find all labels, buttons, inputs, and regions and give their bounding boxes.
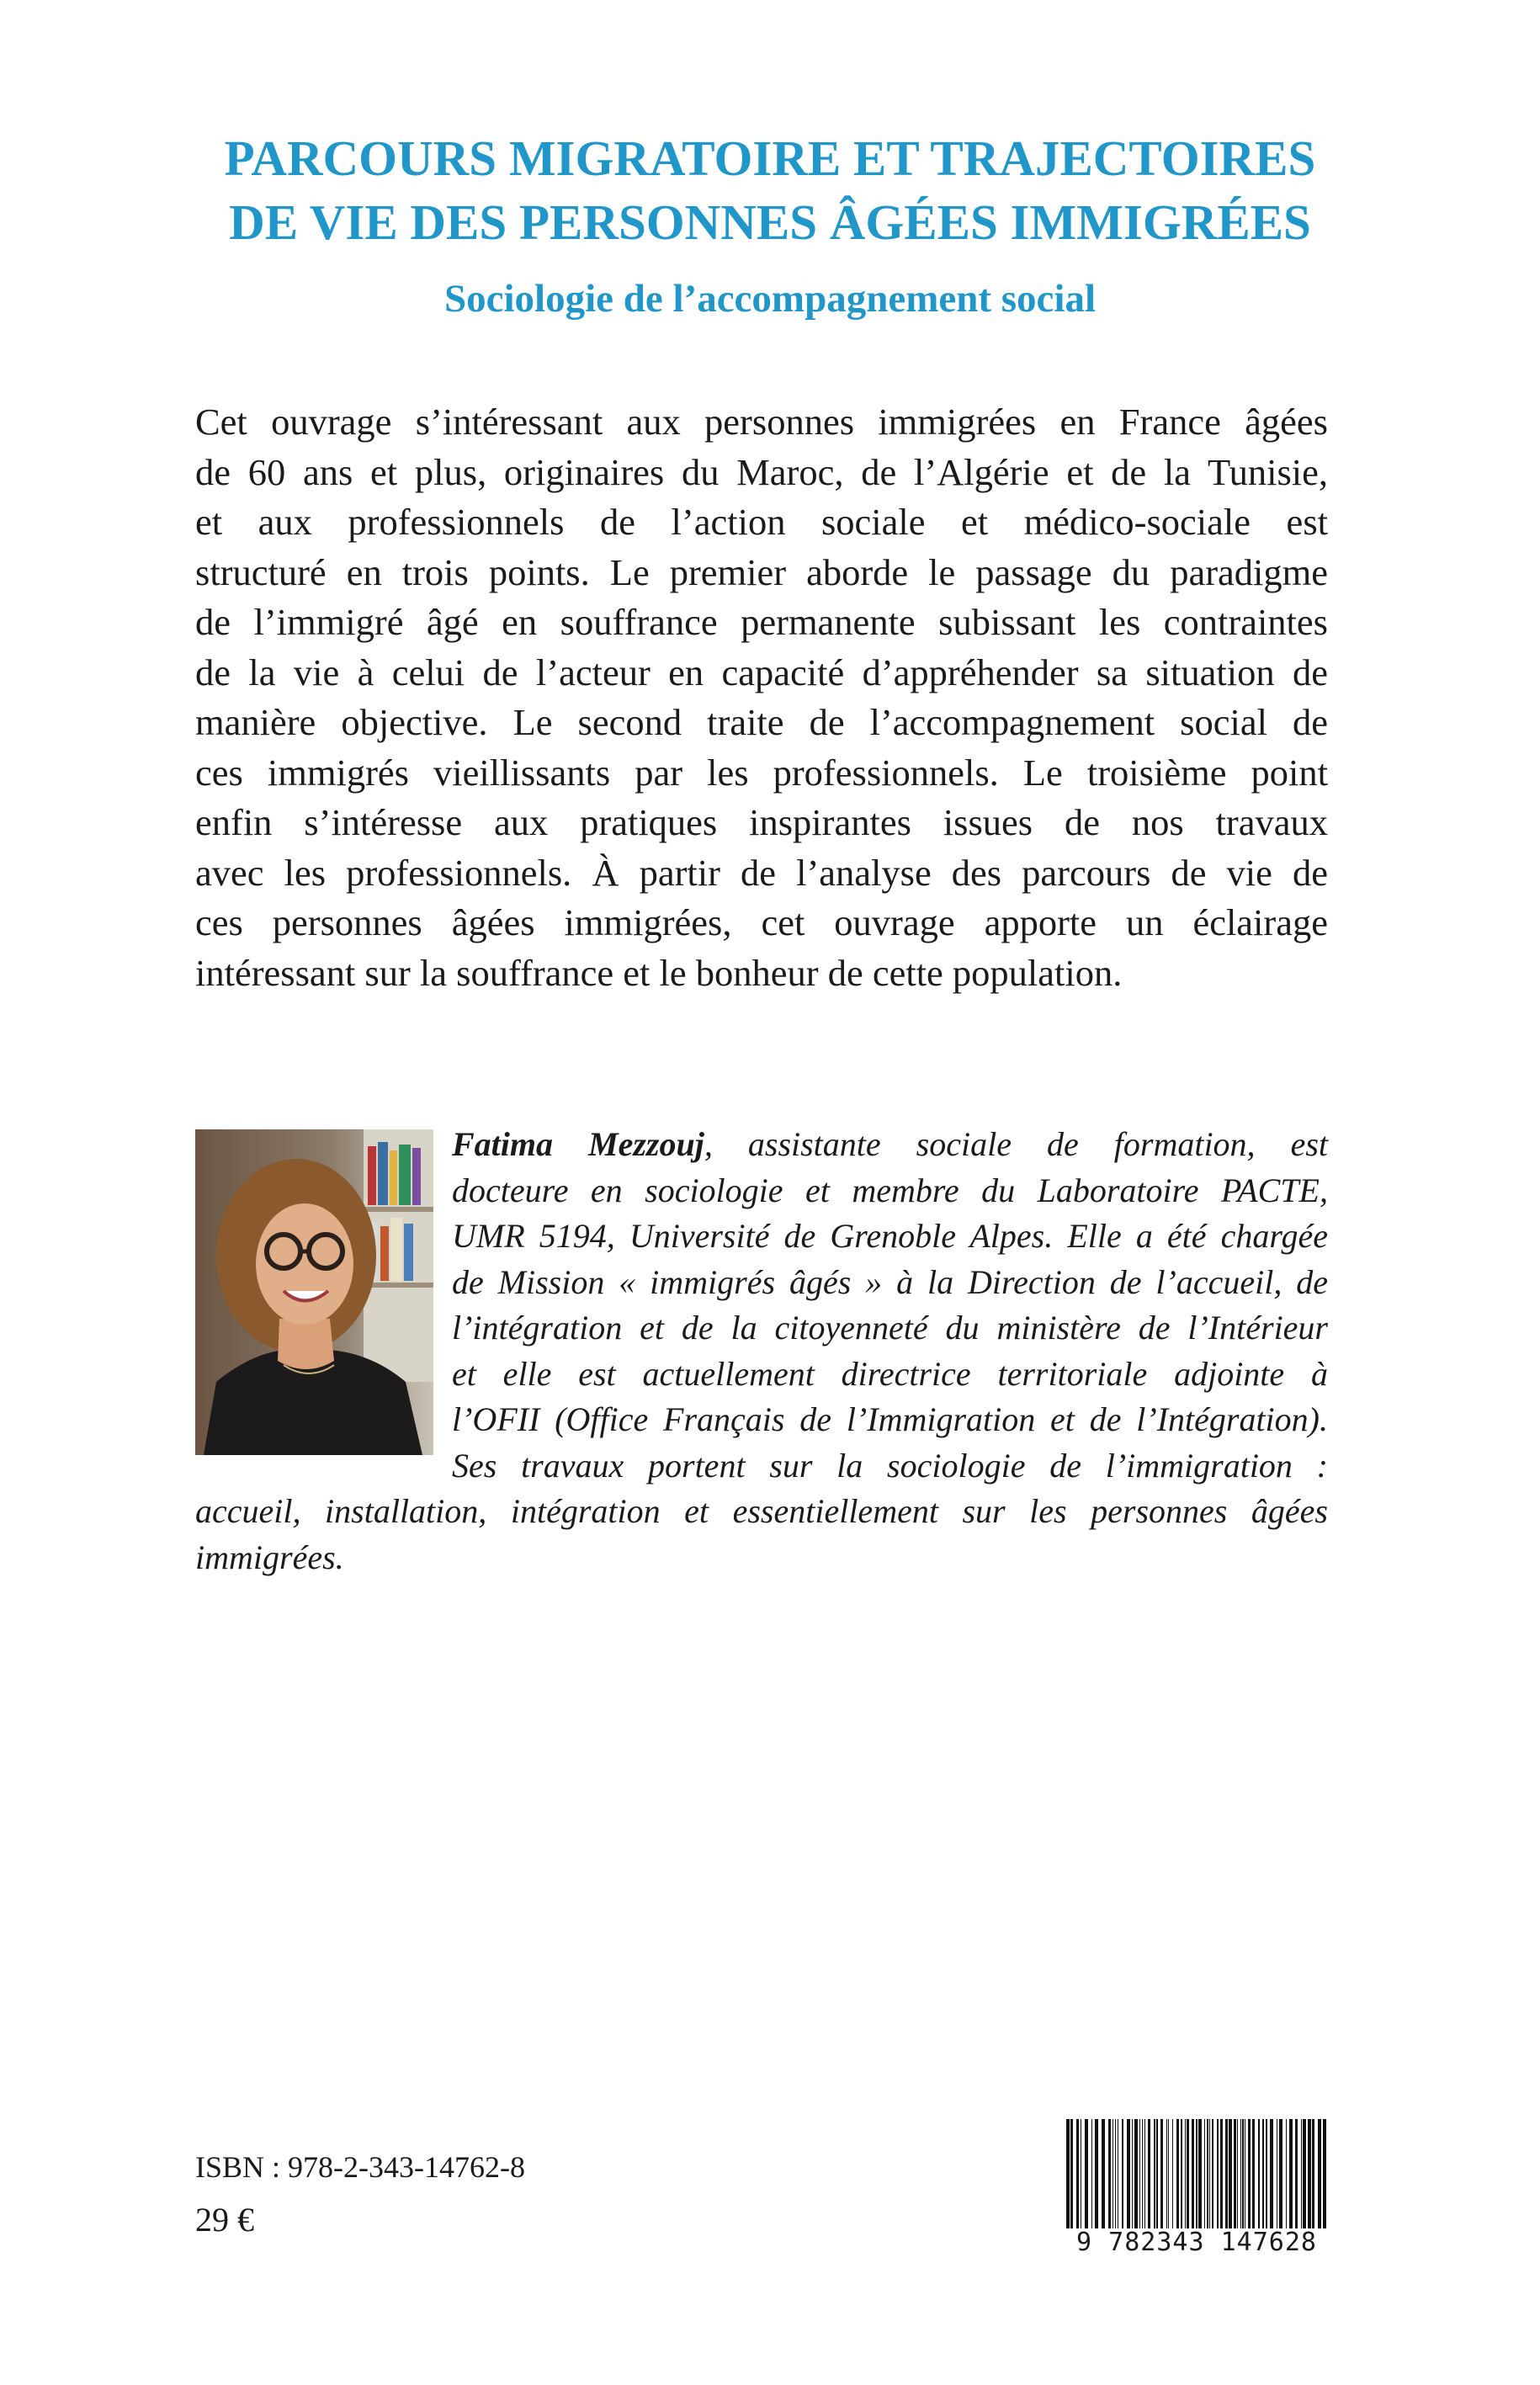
barcode-bar: [1132, 2119, 1133, 2228]
barcode-bar: [1172, 2119, 1173, 2228]
book-title-line-2: DE VIE DES PERSONNES ÂGÉES IMMIGRÉES: [229, 194, 1311, 250]
bio-line: accueil, installation, intégration et essentiellement sur les personnes âgées: [195, 1492, 1328, 1530]
barcode-bar: [1279, 2119, 1282, 2228]
barcode-bar: [1102, 2119, 1105, 2228]
barcode-bar: [1176, 2119, 1179, 2228]
barcode-bar: [1289, 2119, 1293, 2228]
barcode-bar: [1198, 2119, 1202, 2228]
barcode-bar: [1209, 2119, 1210, 2228]
blurb-line: ces personnes âgées immigrées, cet ouvrage apporte un éclairage: [195, 901, 1328, 943]
blurb-line: de 60 ans et plus, originaires du Maroc, de l’Algérie et de la Tunisie,: [195, 450, 1328, 493]
barcode-bar: [1070, 2119, 1073, 2228]
barcode-bar: [1225, 2119, 1228, 2228]
barcode-bar: [1168, 2119, 1169, 2228]
bio-line: docteure en sociologie et membre du Laboratoire PACTE,: [452, 1171, 1328, 1209]
author-name: Fatima Mezzouj: [452, 1125, 704, 1163]
bio-line: l’intégration et de la citoyenneté du ministère de l’Intérieur: [452, 1309, 1328, 1347]
blurb-line: structuré en trois points. Le premier aborde le passage du paradigme: [195, 550, 1328, 593]
barcode-bar: [1301, 2119, 1302, 2228]
barcode-bar: [1076, 2119, 1079, 2228]
blurb-line: Cet ouvrage s’intéressant aux personnes immigrées en France âgées: [195, 401, 1328, 443]
blurb-line: de l’immigré âgé en souffrance permanente subissant les contraintes: [195, 601, 1328, 643]
bio-line: [195, 1122, 1328, 1168]
isbn: ISBN : 978-2-343-14762-8: [195, 2150, 525, 2184]
blurb-line: ces immigrés vieillissants par les professionnels. Le troisième point: [195, 751, 1328, 794]
barcode-bar: [1142, 2119, 1143, 2228]
barcode-bar: [1185, 2119, 1186, 2228]
barcode-bar: [1323, 2119, 1326, 2228]
barcode-bar: [1148, 2119, 1150, 2228]
barcode-bar: [1212, 2119, 1213, 2228]
barcode-bar: [1295, 2119, 1298, 2228]
barcode-bar: [1139, 2119, 1140, 2228]
barcode-bar: [1258, 2119, 1260, 2228]
barcode-bar: [1204, 2119, 1205, 2228]
book-subtitle: Sociologie de l’accompagnement social: [443, 277, 1097, 321]
book-blurb: [195, 397, 1328, 998]
barcode-bars: [1063, 2119, 1330, 2228]
barcode-bar: [1229, 2119, 1232, 2228]
barcode-bar: [1237, 2119, 1238, 2228]
barcode-bar: [1085, 2119, 1088, 2228]
barcode-bar: [1242, 2119, 1244, 2228]
book-title: [0, 126, 1540, 254]
barcode-bar: [1122, 2119, 1123, 2228]
barcode-bar: [1144, 2119, 1145, 2228]
barcode-bar: [1252, 2119, 1255, 2228]
barcode-bar: [1181, 2119, 1182, 2228]
bio-line: et elle est actuellement directrice territoriale adjointe à: [452, 1354, 1328, 1393]
barcode-bar: [1187, 2119, 1189, 2228]
barcode-bar: [1234, 2119, 1236, 2228]
blurb-line: de la vie à celui de l’acteur en capacité d’appréhender sa situation de: [195, 651, 1328, 693]
blurb-line: manière objective. Le second traite de l’accompagnement social de: [195, 701, 1328, 743]
barcode-bar: [1115, 2119, 1116, 2228]
barcode-bar: [1154, 2119, 1155, 2228]
barcode-bar: [1156, 2119, 1158, 2228]
blurb-line: intéressant sur la souffrance et le bonheur de cette population.: [195, 951, 1123, 994]
barcode-bar: [1262, 2119, 1264, 2228]
barcode-bar: [1303, 2119, 1306, 2228]
bio-line: immigrées.: [195, 1538, 344, 1576]
barcode-bar: [1134, 2119, 1138, 2228]
bio-line: Ses travaux portent sur la sociologie de l’immigration :: [452, 1446, 1328, 1485]
barcode-bar: [1312, 2119, 1314, 2228]
bio-line: UMR 5194, Université de Grenoble Alpes. Elle a été chargée: [452, 1217, 1328, 1255]
barcode-bar: [1192, 2119, 1194, 2228]
barcode-bar: [1270, 2119, 1273, 2228]
barcode-bar: [1220, 2119, 1223, 2228]
barcode-bar: [1207, 2119, 1208, 2228]
barcode-digits: 9 782343 147628: [1063, 2228, 1330, 2257]
barcode-bar: [1266, 2119, 1267, 2228]
barcode-bar: [1286, 2119, 1287, 2228]
barcode-bar: [1318, 2119, 1321, 2228]
blurb-line: avec les professionnels. À partir de l’analyse des parcours de vie de: [195, 851, 1328, 894]
bio-line-rest: , assistante sociale de formation, est: [704, 1125, 1328, 1163]
bio-line: l’OFII (Office Français de l’Immigration et de l’Intégration).: [452, 1400, 1328, 1438]
barcode-bar: [1240, 2119, 1241, 2228]
barcode-bar: [1160, 2119, 1163, 2228]
blurb-line: et aux professionnels de l’action sociale et médico-sociale est: [195, 501, 1328, 543]
barcode-bar: [1066, 2119, 1070, 2228]
barcode-bar: [1217, 2119, 1219, 2228]
barcode-bar: [1196, 2119, 1197, 2228]
author-bio: [195, 1122, 1328, 1580]
barcode-bar: [1095, 2119, 1098, 2228]
bio-line: de Mission « immigrés âgés » à la Direction de l’accueil, de: [452, 1262, 1328, 1301]
barcode-bar: [1248, 2119, 1251, 2228]
barcode-bar: [1091, 2119, 1092, 2228]
book-title-line-1: PARCOURS MIGRATOIRE ET TRAJECTOIRES: [224, 130, 1316, 186]
barcode-bar: [1308, 2119, 1311, 2228]
barcode-bar: [1166, 2119, 1167, 2228]
barcode-bar: [1108, 2119, 1111, 2228]
price: 29 €: [195, 2201, 254, 2239]
blurb-line: enfin s’intéresse aux pratiques inspirantes issues de nos travaux: [195, 801, 1328, 843]
barcode-bar: [1127, 2119, 1130, 2228]
